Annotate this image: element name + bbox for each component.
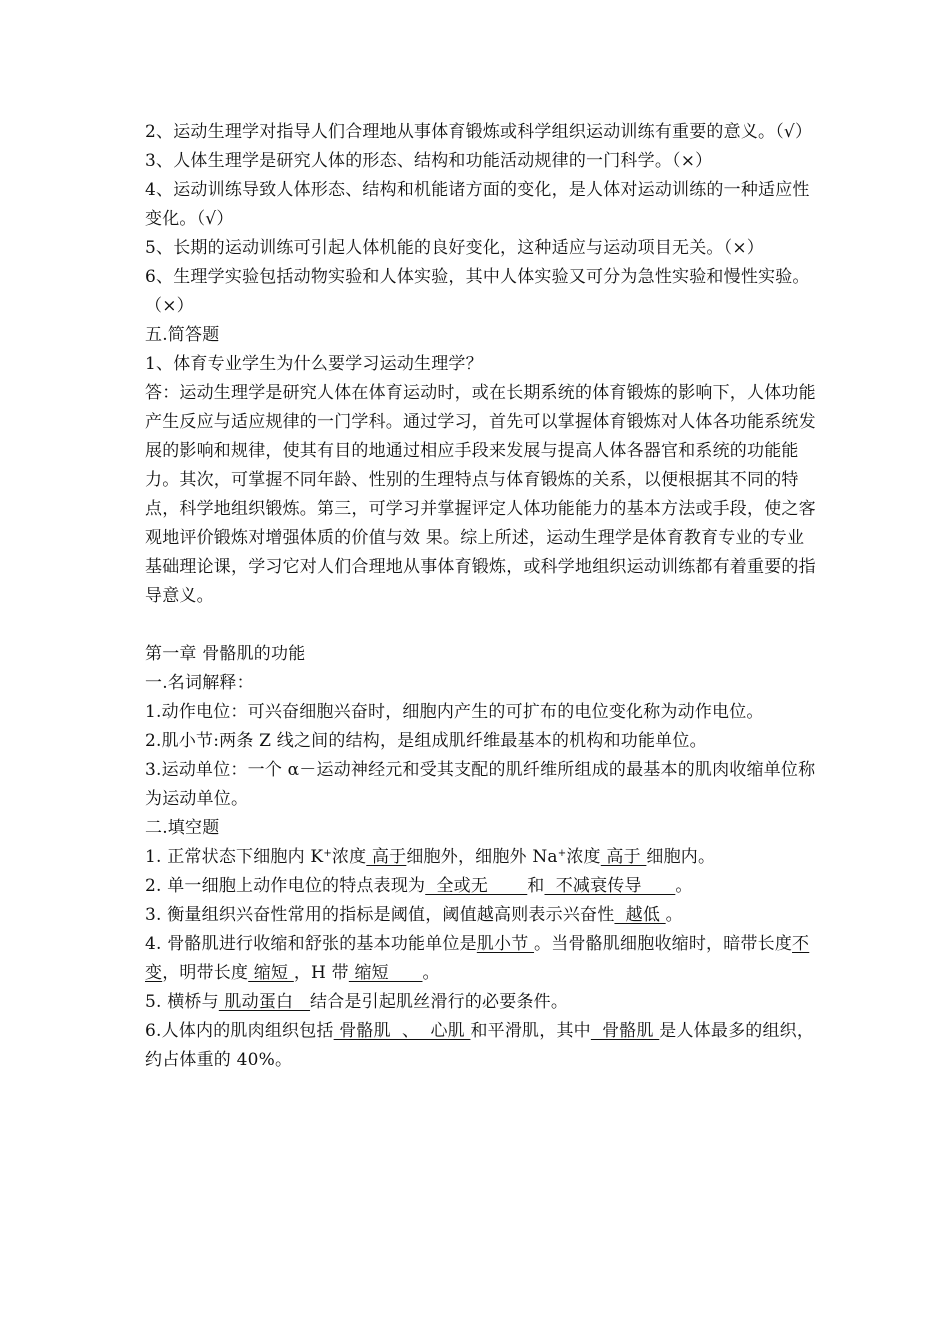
fill-question-1: [145, 843, 817, 872]
text: 2. 单一细胞上动作电位的特点表现为: [145, 876, 426, 896]
short-answer-answer: 答：运动生理学是研究人体在体育运动时，或在长期系统的体育锻炼的影响下，人体功能产生反应与适应规律的一门学科。通过学习，首先可以掌握体育锻炼对人体各功能系统发展的影响和规律，使其有目的地通过相应手段来发展与提高人体各器官和系统的功能能力。其次，可掌握不同年龄、性别的生理特点与体育锻炼的关系，以便根据其不同的特点，科学地组织锻炼。第三，可学习并掌握评定人体功能能力的基本方法或手段，使之客观地评价锻炼对增强体质的价值与效 果。综上所述，运动生理学是体育教育专业的专业基础理论课，学习它对人们合理地从事体育锻炼，或科学地组织运动训练都有着重要的指导意义。: [145, 383, 816, 606]
text: 浓度: [331, 847, 367, 867]
superscript: +: [557, 848, 567, 859]
spacer: [145, 611, 817, 640]
tf-item: 6、生理学实验包括动物实验和人体实验，其中人体实验又可分为急性实验和慢性实验。（×）: [145, 267, 810, 316]
fill-question-3: [145, 901, 817, 930]
text: 结合是引起肌丝滑行的必要条件。: [310, 992, 569, 1012]
text: 6.人体内的肌肉组织包括: [145, 1021, 334, 1041]
section-heading-fill: 二.填空题: [145, 818, 220, 838]
fill-answer: 缩短: [248, 963, 294, 983]
fill-answer: 骨骼肌: [590, 1021, 660, 1041]
superscript: +: [323, 848, 332, 859]
term-definition: 2.肌小节:两条 Z 线之间的结构，是组成肌纤维最基本的机构和功能单位。: [145, 731, 707, 751]
document-body: [145, 118, 817, 1075]
fill-question-6: [145, 1017, 817, 1075]
fill-answer: 肌动蛋白: [218, 992, 311, 1012]
section-heading-short-answer: 五.简答题: [145, 325, 220, 345]
fill-answer: 肌小节: [476, 934, 535, 954]
text: 。当骨骼肌细胞收缩时，暗带长度: [534, 934, 793, 954]
fill-answer: 全或无: [425, 876, 528, 896]
chapter-title: 第一章 骨骼肌的功能: [145, 644, 306, 664]
term-definition: 3.运动单位：一个 α－运动神经元和受其支配的肌纤维所组成的最基本的肌肉收缩单位称为运动单位。: [145, 760, 816, 809]
section-heading-terms: 一.名词解释：: [145, 673, 254, 693]
text: 。: [665, 905, 683, 925]
term-definition: 1.动作电位：可兴奋细胞兴奋时，细胞内产生的可扩布的电位变化称为动作电位。: [145, 702, 764, 722]
text: 是人体最多的组织，约占体重的 40%。: [145, 1021, 815, 1070]
fill-answer: 越低: [614, 905, 666, 925]
tf-item: 5、长期的运动训练可引起人体机能的良好变化，这种适应与运动项目无关。（×）: [145, 238, 764, 258]
fill-answer: 高于: [366, 847, 407, 867]
text: 3. 衡量组织兴奋性常用的指标是阈值，阈值越高则表示兴奋性: [145, 905, 615, 925]
text: 。: [675, 876, 693, 896]
text: 1. 正常状态下细胞内 K: [145, 847, 324, 867]
fill-question-2: [145, 872, 817, 901]
short-answer-question: 1、体育专业学生为什么要学习运动生理学？: [145, 354, 483, 374]
text: 和平滑肌，其中: [470, 1021, 591, 1041]
text: 细胞内。: [646, 847, 716, 867]
fill-answer: 不变: [145, 934, 810, 983]
fill-answer: 缩短: [348, 963, 423, 983]
tf-item: 3、人体生理学是研究人体的形态、结构和功能活动规律的一门科学。（×）: [145, 151, 713, 171]
tf-item: 4、运动训练导致人体形态、结构和机能诸方面的变化，是人体对运动训练的一种适应性变化。（√）: [145, 180, 810, 229]
text: 。: [422, 963, 440, 983]
fill-answer: 高于: [600, 847, 647, 867]
text: 细胞外，细胞外 Na: [406, 847, 558, 867]
fill-answer: 骨骼肌 、 心肌: [333, 1021, 471, 1041]
text: ，明带长度: [162, 963, 249, 983]
fill-answer: 不减衰传导: [544, 876, 676, 896]
text: ，H 带: [293, 963, 349, 983]
fill-question-4: [145, 930, 817, 988]
text: 4. 骨骼肌进行收缩和舒张的基本功能单位是: [145, 934, 477, 954]
fill-question-5: [145, 988, 817, 1017]
tf-item: 2、运动生理学对指导人们合理地从事体育锻炼或科学组织运动训练有重要的意义。（√）: [145, 122, 813, 142]
text: 5. 横桥与: [145, 992, 219, 1012]
text: 浓度: [566, 847, 601, 867]
text: 和: [527, 876, 545, 896]
